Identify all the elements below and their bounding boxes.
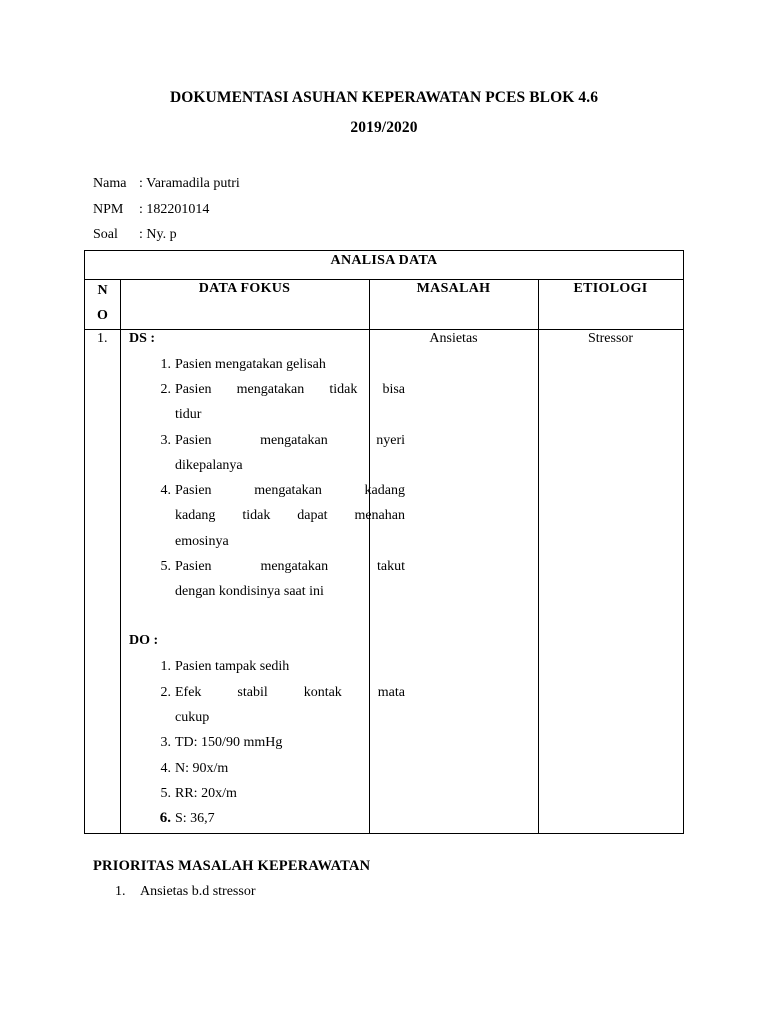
nama-row	[93, 174, 240, 194]
list-number: 4.	[160, 483, 171, 498]
list-text: emosinya	[175, 534, 229, 549]
table-divider	[538, 279, 539, 834]
list-text: Efek stabil kontak mata	[175, 685, 405, 700]
list-text: Pasien mengatakan gelisah	[175, 357, 326, 372]
document-title: DOKUMENTASI ASUHAN KEPERAWATAN PCES BLOK 4.6	[169, 89, 599, 106]
list-text: kadang tidak dapat menahan	[175, 508, 405, 523]
soal-label: Soal	[93, 227, 118, 242]
list-number: 6.	[159, 810, 171, 826]
list-text: Pasien mengatakan tidak bisa	[175, 382, 405, 397]
list-number: 2.	[160, 685, 171, 700]
col-etiologi-header: ETIOLOGI	[573, 281, 648, 296]
list-number: 4.	[160, 761, 171, 776]
npm-row	[93, 200, 209, 220]
ds-label: DS :	[129, 331, 156, 346]
prioritas-text: Ansietas b.d stressor	[140, 884, 256, 899]
prioritas-number: 1.	[115, 884, 126, 899]
analisa-data-table	[84, 250, 684, 834]
list-number: 2.	[160, 382, 171, 397]
prioritas-title: PRIORITAS MASALAH KEPERAWATAN	[93, 858, 371, 874]
list-number: 3.	[160, 735, 171, 750]
col-no-header	[85, 278, 120, 328]
list-text: tidur	[175, 407, 202, 422]
list-number: 1.	[160, 357, 171, 372]
table-divider	[85, 279, 683, 280]
list-text: TD: 150/90 mmHg	[175, 735, 283, 750]
npm-value: : 182201014	[139, 202, 210, 217]
table-divider	[85, 329, 683, 330]
table-title: ANALISA DATA	[330, 253, 438, 268]
col-data-fokus-header: DATA FOKUS	[198, 281, 291, 296]
row-number: 1.	[97, 331, 108, 346]
col-no-letter-o: O	[97, 308, 108, 323]
nama-label: Nama	[93, 176, 127, 191]
etiologi-value: Stressor	[587, 331, 634, 346]
prioritas-item	[115, 884, 256, 900]
document-year: 2019/2020	[350, 119, 418, 136]
list-text: cukup	[175, 710, 210, 725]
list-number: 3.	[160, 433, 171, 448]
do-label: DO :	[129, 633, 159, 648]
col-masalah-header: MASALAH	[416, 281, 491, 296]
list-text: Pasien mengatakan takut	[175, 559, 405, 574]
list-text: S: 36,7	[175, 811, 215, 826]
list-number: 5.	[160, 786, 171, 801]
list-number: 1.	[160, 659, 171, 674]
list-text: dengan kondisinya saat ini	[175, 584, 324, 599]
npm-label: NPM	[93, 202, 124, 217]
list-text: N: 90x/m	[175, 761, 229, 776]
nama-value: : Varamadila putri	[139, 176, 240, 191]
col-no-letter-n: N	[97, 283, 108, 298]
soal-row	[93, 225, 177, 245]
masalah-value: Ansietas	[429, 331, 478, 346]
list-number: 5.	[160, 559, 171, 574]
list-text: Pasien mengatakan nyeri	[175, 433, 405, 448]
list-text: Pasien mengatakan kadang	[175, 483, 405, 498]
list-text: Pasien tampak sedih	[175, 659, 290, 674]
table-divider	[120, 279, 121, 834]
list-text: dikepalanya	[175, 458, 243, 473]
soal-value: : Ny. p	[139, 227, 177, 242]
list-text: RR: 20x/m	[175, 786, 237, 801]
